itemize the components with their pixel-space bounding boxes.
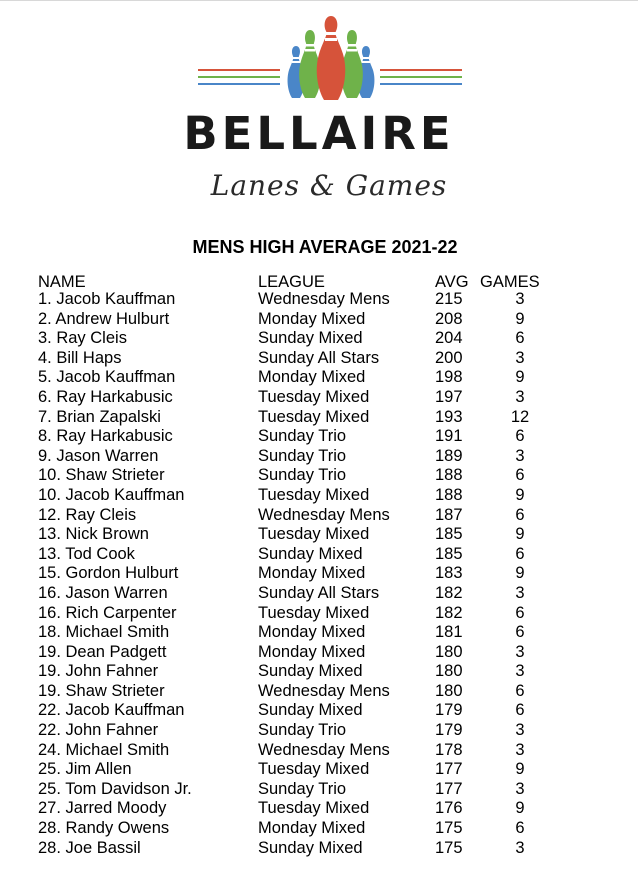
- cell-league: Tuesday Mixed: [258, 387, 370, 406]
- cell-avg: 176: [435, 799, 463, 818]
- cell-name: 22. Jacob Kauffman: [38, 701, 185, 720]
- cell-league: Sunday Trio: [258, 427, 347, 446]
- cell-name: 13. Tod Cook: [38, 544, 135, 563]
- brand-tagline: Lanes & Games: [210, 169, 448, 202]
- cell-avg: 208: [435, 309, 463, 328]
- cell-league: Wednesday Mens: [258, 505, 390, 524]
- cell-avg: 180: [435, 662, 463, 681]
- column-header-league: LEAGUE: [258, 273, 325, 291]
- cell-avg: 175: [435, 819, 463, 838]
- cell-league: Tuesday Mixed: [258, 603, 370, 622]
- cell-avg: 193: [435, 407, 463, 426]
- standings-table: [0, 290, 638, 858]
- table-row: [0, 760, 638, 780]
- cell-games: 3: [515, 387, 525, 406]
- table-row: [0, 329, 638, 349]
- cell-avg: 183: [435, 564, 463, 583]
- cell-games: 3: [515, 348, 525, 367]
- cell-league: Tuesday Mixed: [258, 799, 370, 818]
- column-header-name: NAME: [38, 273, 86, 291]
- cell-avg: 180: [435, 681, 463, 700]
- cell-games: 9: [515, 525, 525, 544]
- cell-avg: 182: [435, 583, 463, 602]
- cell-avg: 189: [435, 446, 463, 465]
- cell-league: Tuesday Mixed: [258, 407, 370, 426]
- cell-name: 19. Shaw Strieter: [38, 681, 165, 700]
- cell-avg: 180: [435, 642, 463, 661]
- table-row: [0, 349, 638, 369]
- cell-games: 6: [515, 329, 525, 348]
- table-row: [0, 447, 638, 467]
- cell-avg: 175: [435, 838, 463, 857]
- cell-league: Sunday Trio: [258, 779, 347, 798]
- cell-name: 2. Andrew Hulburt: [38, 309, 170, 328]
- table-row: [0, 290, 638, 310]
- table-row: [0, 525, 638, 545]
- cell-games: 9: [515, 799, 525, 818]
- cell-name: 4. Bill Haps: [38, 348, 122, 367]
- cell-league: Monday Mixed: [258, 819, 366, 838]
- cell-name: 28. Joe Bassil: [38, 838, 141, 857]
- cell-league: Tuesday Mixed: [258, 525, 370, 544]
- cell-avg: 181: [435, 623, 463, 642]
- table-row: [0, 623, 638, 643]
- cell-league: Monday Mixed: [258, 368, 366, 387]
- bowling-pins-logo: [196, 14, 466, 102]
- table-row: [0, 721, 638, 741]
- cell-games: 9: [515, 485, 525, 504]
- cell-name: 7. Brian Zapalski: [38, 407, 161, 426]
- cell-league: Sunday Mixed: [258, 544, 363, 563]
- cell-games: 12: [510, 407, 530, 426]
- table-row: [0, 584, 638, 604]
- table-row: [0, 819, 638, 839]
- cell-games: 6: [515, 681, 525, 700]
- cell-name: 10. Shaw Strieter: [38, 466, 165, 485]
- cell-games: 3: [515, 583, 525, 602]
- brand-name: BELLAIRE: [183, 107, 455, 160]
- cell-name: 16. Jason Warren: [38, 583, 168, 602]
- cell-league: Sunday Mixed: [258, 662, 363, 681]
- cell-name: 6. Ray Harkabusic: [38, 387, 173, 406]
- cell-avg: 182: [435, 603, 463, 622]
- cell-games: 9: [515, 564, 525, 583]
- table-row: [0, 741, 638, 761]
- cell-name: 27. Jarred Moody: [38, 799, 167, 818]
- cell-league: Monday Mixed: [258, 309, 366, 328]
- table-row: [0, 427, 638, 447]
- table-row: [0, 682, 638, 702]
- cell-league: Tuesday Mixed: [258, 760, 370, 779]
- cell-avg: 197: [435, 387, 463, 406]
- cell-avg: 204: [435, 329, 463, 348]
- cell-league: Sunday Trio: [258, 721, 347, 740]
- cell-games: 3: [515, 642, 525, 661]
- cell-league: Sunday Trio: [258, 466, 347, 485]
- cell-avg: 185: [435, 525, 463, 544]
- cell-games: 3: [515, 740, 525, 759]
- table-row: [0, 662, 638, 682]
- cell-league: Wednesday Mens: [258, 681, 390, 700]
- cell-name: 19. Dean Padgett: [38, 642, 167, 661]
- table-row: [0, 701, 638, 721]
- table-row: [0, 506, 638, 526]
- table-row: [0, 799, 638, 819]
- table-row: [0, 310, 638, 330]
- cell-league: Monday Mixed: [258, 642, 366, 661]
- cell-games: 3: [515, 721, 525, 740]
- cell-name: 9. Jason Warren: [38, 446, 159, 465]
- column-header-avg: AVG: [435, 273, 469, 291]
- cell-games: 3: [515, 662, 525, 681]
- cell-name: 5. Jacob Kauffman: [38, 368, 176, 387]
- cell-games: 6: [515, 505, 525, 524]
- cell-games: 9: [515, 760, 525, 779]
- table-row: [0, 545, 638, 565]
- cell-games: 3: [515, 290, 525, 308]
- cell-name: 16. Rich Carpenter: [38, 603, 177, 622]
- cell-avg: 200: [435, 348, 463, 367]
- cell-name: 12. Ray Cleis: [38, 505, 137, 524]
- cell-name: 10. Jacob Kauffman: [38, 485, 185, 504]
- cell-league: Wednesday Mens: [258, 290, 390, 308]
- cell-name: 8. Ray Harkabusic: [38, 427, 173, 446]
- cell-avg: 179: [435, 721, 463, 740]
- cell-name: 25. Tom Davidson Jr.: [38, 779, 192, 798]
- cell-league: Sunday All Stars: [258, 583, 380, 602]
- cell-name: 28. Randy Owens: [38, 819, 170, 838]
- table-row: [0, 564, 638, 584]
- cell-league: Wednesday Mens: [258, 740, 390, 759]
- cell-avg: 215: [435, 290, 463, 308]
- top-border: [0, 0, 638, 1]
- pin-red-center-icon: [317, 16, 346, 100]
- cell-name: 3. Ray Cleis: [38, 329, 127, 348]
- table-row: [0, 486, 638, 506]
- cell-avg: 188: [435, 485, 463, 504]
- cell-avg: 188: [435, 466, 463, 485]
- cell-league: Sunday All Stars: [258, 348, 380, 367]
- table-row: [0, 388, 638, 408]
- table-row: [0, 368, 638, 388]
- cell-league: Sunday Mixed: [258, 701, 363, 720]
- cell-avg: 187: [435, 505, 463, 524]
- table-row: [0, 643, 638, 663]
- table-row: [0, 604, 638, 624]
- cell-games: 9: [515, 309, 525, 328]
- cell-avg: 185: [435, 544, 463, 563]
- cell-name: 25. Jim Allen: [38, 760, 132, 779]
- cell-games: 9: [515, 368, 525, 387]
- cell-games: 6: [515, 623, 525, 642]
- table-row: [0, 466, 638, 486]
- cell-name: 24. Michael Smith: [38, 740, 170, 759]
- cell-league: Sunday Trio: [258, 446, 347, 465]
- cell-league: Sunday Mixed: [258, 838, 363, 857]
- cell-name: 1. Jacob Kauffman: [38, 290, 176, 308]
- cell-games: 3: [515, 838, 525, 857]
- cell-games: 6: [515, 544, 525, 563]
- cell-name: 15. Gordon Hulburt: [38, 564, 179, 583]
- table-row: [0, 839, 638, 859]
- cell-games: 6: [515, 819, 525, 838]
- cell-games: 6: [515, 701, 525, 720]
- cell-name: 22. John Fahner: [38, 721, 159, 740]
- cell-games: 3: [515, 779, 525, 798]
- cell-avg: 178: [435, 740, 463, 759]
- cell-games: 6: [515, 466, 525, 485]
- cell-avg: 191: [435, 427, 463, 446]
- column-header-games: GAMES: [480, 273, 540, 291]
- cell-name: 13. Nick Brown: [38, 525, 149, 544]
- cell-avg: 177: [435, 760, 463, 779]
- table-row: [0, 408, 638, 428]
- cell-league: Sunday Mixed: [258, 329, 363, 348]
- cell-avg: 179: [435, 701, 463, 720]
- cell-avg: 177: [435, 779, 463, 798]
- cell-games: 6: [515, 427, 525, 446]
- table-row: [0, 780, 638, 800]
- cell-name: 18. Michael Smith: [38, 623, 170, 642]
- cell-league: Tuesday Mixed: [258, 485, 370, 504]
- cell-name: 19. John Fahner: [38, 662, 159, 681]
- report-title: MENS HIGH AVERAGE 2021-22: [192, 237, 458, 257]
- cell-league: Monday Mixed: [258, 564, 366, 583]
- cell-avg: 198: [435, 368, 463, 387]
- cell-games: 6: [515, 603, 525, 622]
- cell-league: Monday Mixed: [258, 623, 366, 642]
- cell-games: 3: [515, 446, 525, 465]
